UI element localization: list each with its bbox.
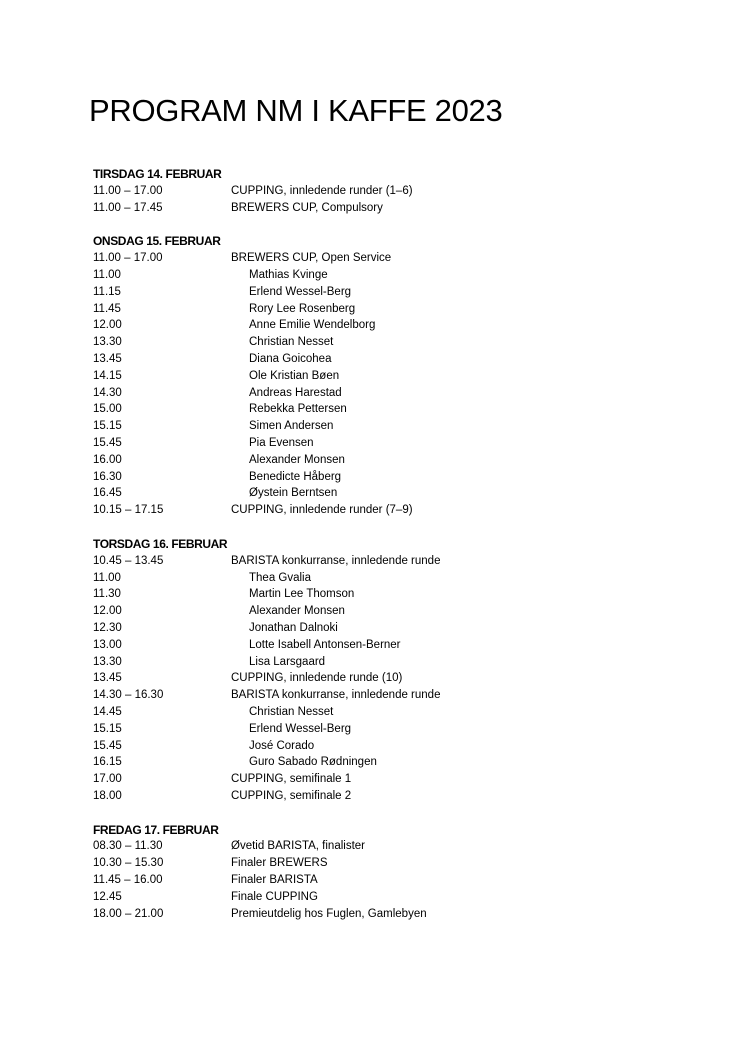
participant-row <box>93 267 693 284</box>
participant-row <box>93 368 693 385</box>
time-cell: 10.30 – 15.30 <box>93 857 164 870</box>
schedule-row <box>93 855 693 872</box>
participant-name: Mathias Kvinge <box>249 268 328 281</box>
participant-name: Martin Lee Thomson <box>249 588 355 601</box>
participant-row <box>93 401 693 418</box>
participant-name: Erlend Wessel-Berg <box>249 285 352 298</box>
page-title: PROGRAM NM I KAFFE 2023 <box>89 93 503 128</box>
time-cell: 11.00 – 17.45 <box>93 201 163 214</box>
schedule-row <box>93 183 693 200</box>
time-cell: 10.15 – 17.15 <box>93 504 164 517</box>
participant-row <box>93 418 693 435</box>
time-cell: 12.30 <box>93 621 122 634</box>
participant-name: Guro Sabado Rødningen <box>249 756 377 769</box>
time-cell: 12.00 <box>93 319 122 332</box>
time-cell: 08.30 – 11.30 <box>93 840 163 853</box>
time-cell: 16.45 <box>93 487 122 500</box>
participant-row <box>93 334 693 351</box>
time-cell: 11.15 <box>93 285 121 298</box>
time-cell: 15.45 <box>93 436 122 449</box>
participant-name: Lisa Larsgaard <box>249 655 326 668</box>
participant-row <box>93 603 693 620</box>
participant-name: Alexander Monsen <box>249 453 345 466</box>
participant-name: Erlend Wessel-Berg <box>249 722 352 735</box>
participant-row <box>93 351 693 368</box>
schedule-row <box>93 200 693 217</box>
schedule-row <box>93 788 693 805</box>
time-cell: 14.30 <box>93 386 122 399</box>
participant-name: Pia Evensen <box>249 436 314 449</box>
day-section <box>93 536 693 805</box>
time-cell: 17.00 <box>93 773 122 786</box>
schedule-row <box>93 872 693 889</box>
event-cell: Finaler BARISTA <box>231 874 318 887</box>
event-cell: Finaler BREWERS <box>231 857 328 870</box>
event-cell: CUPPING, innledende runder (7–9) <box>231 504 413 517</box>
time-cell: 18.00 – 21.00 <box>93 907 164 920</box>
participant-row <box>93 452 693 469</box>
schedule-row <box>93 838 693 855</box>
time-cell: 13.45 <box>93 672 122 685</box>
participant-name: Christian Nesset <box>249 336 334 349</box>
day-heading: TIRSDAG 14. FEBRUAR <box>93 167 222 181</box>
schedule <box>93 166 693 939</box>
schedule-row <box>93 553 693 570</box>
participant-row <box>93 738 693 755</box>
participant-row <box>93 485 693 502</box>
participant-row <box>93 301 693 318</box>
participant-name: Simen Andersen <box>249 420 334 433</box>
participant-row <box>93 704 693 721</box>
schedule-row <box>93 687 693 704</box>
participant-name: Andreas Harestad <box>249 386 342 399</box>
time-cell: 16.00 <box>93 453 122 466</box>
time-cell: 13.45 <box>93 352 122 365</box>
schedule-row <box>93 906 693 923</box>
day-section <box>93 166 693 216</box>
participant-row <box>93 721 693 738</box>
time-cell: 11.45 <box>93 302 121 315</box>
time-cell: 13.30 <box>93 655 122 668</box>
schedule-row <box>93 502 693 519</box>
time-cell: 13.30 <box>93 336 122 349</box>
participant-row <box>93 469 693 486</box>
event-cell: CUPPING, innledende runder (1–6) <box>231 184 413 197</box>
time-cell: 11.00 <box>93 268 121 281</box>
participant-row <box>93 654 693 671</box>
event-cell: CUPPING, semifinale 2 <box>231 789 352 802</box>
schedule-row <box>93 889 693 906</box>
time-cell: 12.00 <box>93 605 122 618</box>
participant-name: Øystein Berntsen <box>249 487 338 500</box>
participant-name: Diana Goicohea <box>249 352 332 365</box>
schedule-row <box>93 771 693 788</box>
event-cell: Øvetid BARISTA, finalister <box>231 840 365 853</box>
participant-name: Lotte Isabell Antonsen-Berner <box>249 638 401 651</box>
time-cell: 18.00 <box>93 789 122 802</box>
event-cell: BREWERS CUP, Compulsory <box>231 201 383 214</box>
time-cell: 11.00 – 17.00 <box>93 252 163 265</box>
participant-name: José Corado <box>249 739 315 752</box>
time-cell: 13.00 <box>93 638 122 651</box>
participant-name: Jonathan Dalnoki <box>249 621 338 634</box>
participant-row <box>93 385 693 402</box>
schedule-row <box>93 670 693 687</box>
participant-name: Ole Kristian Bøen <box>249 369 340 382</box>
time-cell: 16.30 <box>93 470 122 483</box>
day-section <box>93 822 693 923</box>
time-cell: 14.15 <box>93 369 122 382</box>
time-cell: 11.00 <box>93 571 121 584</box>
participant-name: Anne Emilie Wendelborg <box>249 319 376 332</box>
day-heading: ONSDAG 15. FEBRUAR <box>93 234 221 249</box>
schedule-row <box>93 250 693 267</box>
time-cell: 14.30 – 16.30 <box>93 689 164 702</box>
time-cell: 16.15 <box>93 756 122 769</box>
day-heading: TORSDAG 16. FEBRUAR <box>93 536 228 551</box>
participant-name: Christian Nesset <box>249 705 334 718</box>
participant-name: Thea Gvalia <box>249 571 312 584</box>
time-cell: 14.45 <box>93 705 122 718</box>
time-cell: 15.15 <box>93 420 122 433</box>
time-cell: 11.30 <box>93 588 121 601</box>
participant-row <box>93 754 693 771</box>
day-section <box>93 233 693 519</box>
time-cell: 15.15 <box>93 722 122 735</box>
participant-name: Benedicte Håberg <box>249 470 342 483</box>
event-cell: Premieutdelig hos Fuglen, Gamlebyen <box>231 907 427 920</box>
time-cell: 11.00 – 17.00 <box>93 184 163 197</box>
time-cell: 10.45 – 13.45 <box>93 554 164 567</box>
event-cell: CUPPING, semifinale 1 <box>231 773 352 786</box>
participant-row <box>93 586 693 603</box>
participant-name: Rebekka Pettersen <box>249 403 347 416</box>
time-cell: 15.00 <box>93 403 122 416</box>
participant-row <box>93 570 693 587</box>
participant-name: Alexander Monsen <box>249 605 345 618</box>
event-cell: CUPPING, innledende runde (10) <box>231 672 403 685</box>
participant-name: Rory Lee Rosenberg <box>249 302 356 315</box>
day-heading: FREDAG 17. FEBRUAR <box>93 822 219 837</box>
event-cell: BARISTA konkurranse, innledende runde <box>231 554 441 567</box>
time-cell: 15.45 <box>93 739 122 752</box>
participant-row <box>93 620 693 637</box>
time-cell: 12.45 <box>93 890 122 903</box>
participant-row <box>93 317 693 334</box>
event-cell: Finale CUPPING <box>231 890 318 903</box>
event-cell: BARISTA konkurranse, innledende runde <box>231 689 441 702</box>
time-cell: 11.45 – 16.00 <box>93 874 163 887</box>
participant-row <box>93 284 693 301</box>
participant-row <box>93 435 693 452</box>
event-cell: BREWERS CUP, Open Service <box>231 252 392 265</box>
participant-row <box>93 637 693 654</box>
